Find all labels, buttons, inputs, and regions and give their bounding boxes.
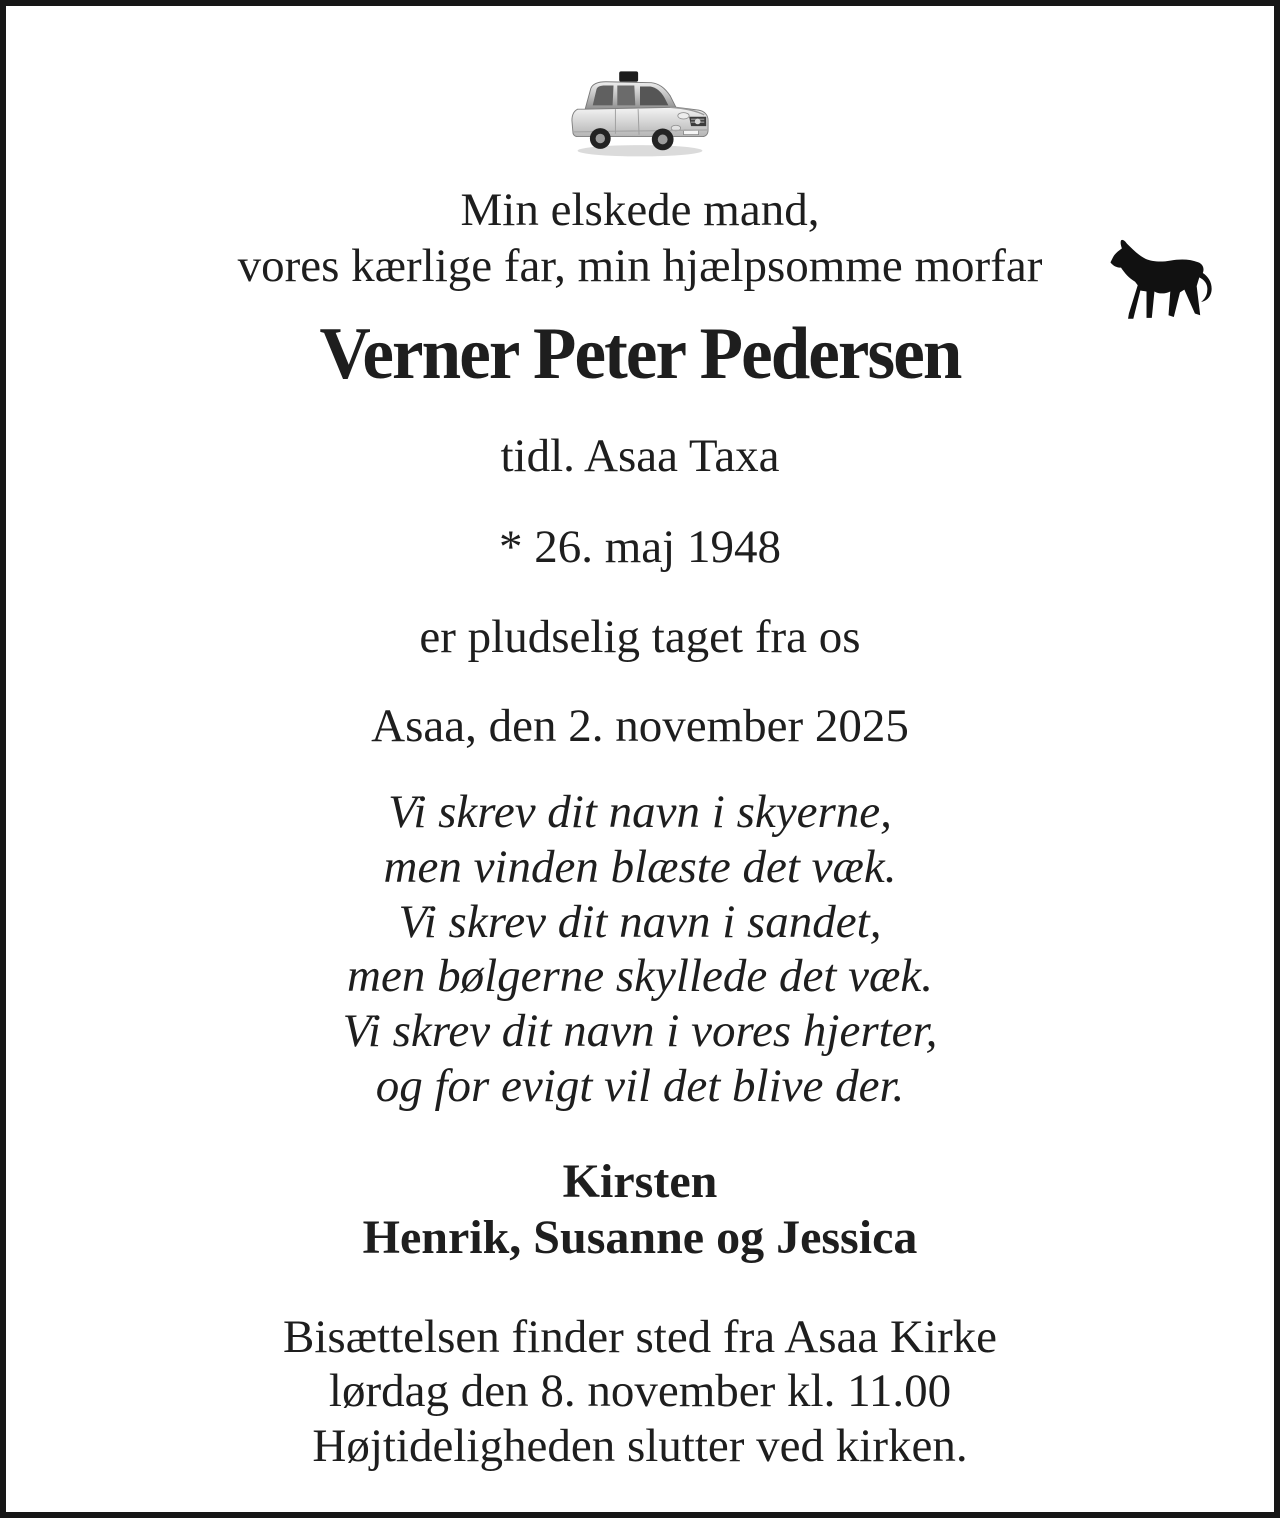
- family-signatures: [6, 1154, 1274, 1265]
- ceremony-line: Bisættelsen finder sted fra Asaa Kirke: [283, 1310, 997, 1363]
- death-statement-line: er pludselig taget fra os: [419, 611, 861, 664]
- poem-line: Vi skrev dit navn i skyerne,: [388, 785, 892, 838]
- ceremony-line: Højtideligheden slutter ved kirken.: [312, 1419, 968, 1472]
- intro-line-1: Min elskede mand,: [460, 184, 820, 236]
- intro-line-2: vores kærlige far, min hjælpsomme morfar: [237, 240, 1043, 293]
- place-date-line: Asaa, den 2. november 2025: [371, 699, 909, 752]
- deceased-name: Verner Peter Pedersen: [319, 312, 961, 395]
- poem-line: men vinden blæste det væk.: [383, 840, 897, 893]
- signature-line: Kirsten: [562, 1155, 718, 1209]
- birth-date-line: * 26. maj 1948: [499, 521, 781, 574]
- poem-line: Vi skrev dit navn i sandet,: [398, 895, 882, 948]
- poem-line: men bølgerne skyllede det væk.: [347, 950, 933, 1003]
- ceremony-line: lørdag den 8. november kl. 11.00: [328, 1365, 952, 1418]
- occupation-subtitle: tidl. Asaa Taxa: [500, 429, 780, 482]
- horse-icon: [1106, 236, 1224, 324]
- signature-line: Henrik, Susanne og Jessica: [362, 1211, 918, 1265]
- poem-line: og for evigt vil det blive der.: [375, 1060, 905, 1113]
- ceremony-info: [6, 1310, 1274, 1474]
- memorial-poem: [6, 785, 1274, 1115]
- taxi-car-image: [560, 60, 720, 164]
- intro-lines: [6, 182, 1274, 295]
- poem-line: Vi skrev dit navn i vores hjerter,: [342, 1005, 938, 1058]
